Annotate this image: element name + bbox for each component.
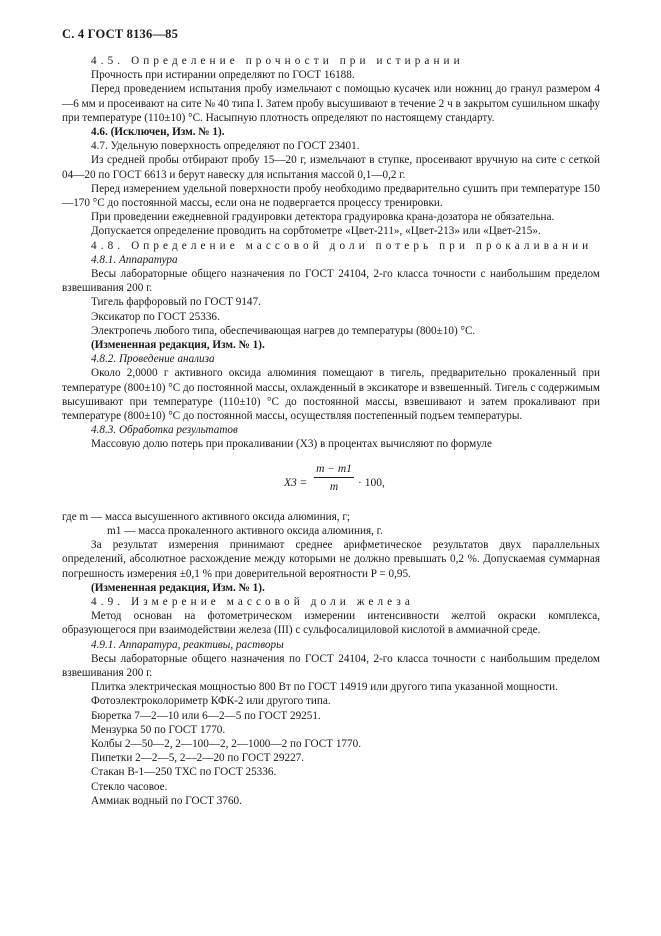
paragraph: Массовую долю потерь при прокаливании (X3) в процентах вычисляют по формуле bbox=[91, 438, 492, 451]
subsection-4-9-1: 4.9.1. Аппаратура, реактивы, растворы bbox=[91, 638, 284, 651]
paragraph: При проведении ежедневной градуировки детектора градуировка крана-дозатора не обязательна. bbox=[91, 211, 555, 224]
subsection-4-8-1: 4.8.1. Аппаратура bbox=[91, 253, 178, 266]
section-4-6-excluded: 4.6. (Исключен, Изм. № 1). bbox=[91, 126, 225, 139]
paragraph: Весы лабораторные общего назначения по ГОСТ 24104, 2-го класса точности с наибольшим пределом взвешивания 200 г. bbox=[62, 652, 600, 679]
amendment-note: (Измененная редакция, Изм. № 1). bbox=[91, 339, 265, 352]
formula-denominator: m bbox=[329, 480, 339, 493]
paragraph: Прочность при истирании определяют по ГОСТ 16188. bbox=[91, 69, 355, 82]
list-item: Пипетки 2—2—5, 2—2—20 по ГОСТ 29227. bbox=[91, 752, 305, 765]
section-heading-4-9: 4.9. Измерение массовой доли железа bbox=[91, 595, 414, 608]
list-item: Стекло часовое. bbox=[91, 780, 168, 793]
formula-x3 bbox=[62, 454, 600, 510]
list-item: Колбы 2—50—2, 2—100—2, 2—1000—2 по ГОСТ 1770. bbox=[91, 737, 362, 750]
paragraph: Из средней пробы отбирают пробу 15—20 г, измельчают в ступке, просеивают вручную на сите с сеткой 04—20 по ГОСТ 6613 и берут навеску для испытания массой 0,1—0,2 г. bbox=[62, 154, 600, 181]
page-header: С. 4 ГОСТ 8136—85 bbox=[62, 27, 179, 41]
paragraph: За результат измерения принимают среднее арифметическое результатов двух параллельных определений, абсолютное расхождение между которыми не должно превышать 0,2 %. Допускаемая суммарная погрешность измерения ±0,1 % при доверительной вероятности P = 0,95. bbox=[62, 539, 600, 580]
list-item: Мензурка 50 по ГОСТ 1770. bbox=[91, 723, 226, 736]
list-item: Стакан В-1—250 ТХС по ГОСТ 25336. bbox=[91, 766, 277, 779]
paragraph: Допускается определение проводить на сорбтометре «Цвет-211», «Цвет-213» или «Цвет-215». bbox=[91, 225, 541, 238]
paragraph: Тигель фарфоровый по ГОСТ 9147. bbox=[91, 296, 261, 309]
paragraph: Электропечь любого типа, обеспечивающая нагрев до температуры (800±10) °С. bbox=[91, 324, 476, 337]
formula-rhs: · 100, bbox=[358, 476, 385, 489]
section-heading-4-5: 4.5. Определение прочности при истирании bbox=[91, 55, 464, 67]
formula-fraction bbox=[314, 462, 354, 494]
paragraph: Метод основан на фотометрическом измерении интенсивности желтой окраски комплекса, образующегося при взаимодействии железа (III) с сульфосалициловой кислотой в аммиачной среде. bbox=[62, 610, 600, 637]
paragraph: Весы лабораторные общего назначения по ГОСТ 24104, 2-го класса точности с наибольшим пределом взвешивания 200 г. bbox=[62, 268, 600, 295]
document-body bbox=[62, 54, 600, 808]
formula-legend-line-2: m1 — масса прокаленного активного оксида алюминия, г. bbox=[107, 524, 383, 537]
paragraph: Плитка электрическая мощностью 800 Вт по ГОСТ 14919 или другого типа указанной мощности. bbox=[91, 681, 558, 694]
formula-numerator: m − m1 bbox=[314, 462, 354, 478]
section-heading-4-8: 4.8. Определение массовой доли потерь при прокаливании bbox=[91, 239, 593, 252]
paragraph: Перед измерением удельной поверхности пробу необходимо предварительно сушить при температуре 150—170 °С до постоянной массы, если она не подвергается процессу тренировки. bbox=[62, 182, 600, 210]
list-item: Фотоэлектроколориметр КФК-2 или другого типа. bbox=[91, 695, 331, 708]
list-item: Бюретка 7—2—10 или 6—2—5 по ГОСТ 29251. bbox=[91, 709, 321, 722]
paragraph: Около 2,0000 г активного оксида алюминия помещают в тигель, предварительно прокаленный при температуре (800±10) °С до постоянной массы, охлажденный в эксикаторе и взвешенный. Тигель с содержимым высушивают при температуре (110±10) °С до постоянной массы, взвешивают и затем прокаливают при температуре (800±10) °С до постоянной массы, осуществляя постепенный подъем температуры. bbox=[62, 367, 600, 423]
subsection-4-8-3: 4.8.3. Обработка результатов bbox=[91, 424, 238, 437]
list-item: Аммиак водный по ГОСТ 3760. bbox=[91, 794, 242, 807]
subsection-4-8-2: 4.8.2. Проведение анализа bbox=[91, 353, 215, 366]
formula-lhs: X3 = bbox=[284, 476, 308, 489]
paragraph: Перед проведением испытания пробу измельчают с помощью кусачек или ножниц до гранул размером 4—6 мм и просеивают на сите № 40 типа I. Затем пробу высушивают в течение 2 ч в закрытом сушильном шкафу при температуре (110±10) °С. Насыпную плотность определяют по настоящему стандарту. bbox=[62, 83, 600, 124]
amendment-note: (Измененная редакция, Изм. № 1). bbox=[91, 581, 265, 594]
paragraph: Эксикатор по ГОСТ 25336. bbox=[91, 310, 220, 323]
section-4-7: 4.7. Удельную поверхность определяют по ГОСТ 23401. bbox=[91, 140, 360, 153]
formula-legend-line-1: где m — масса высушенного активного оксида алюминия, г; bbox=[62, 510, 351, 523]
